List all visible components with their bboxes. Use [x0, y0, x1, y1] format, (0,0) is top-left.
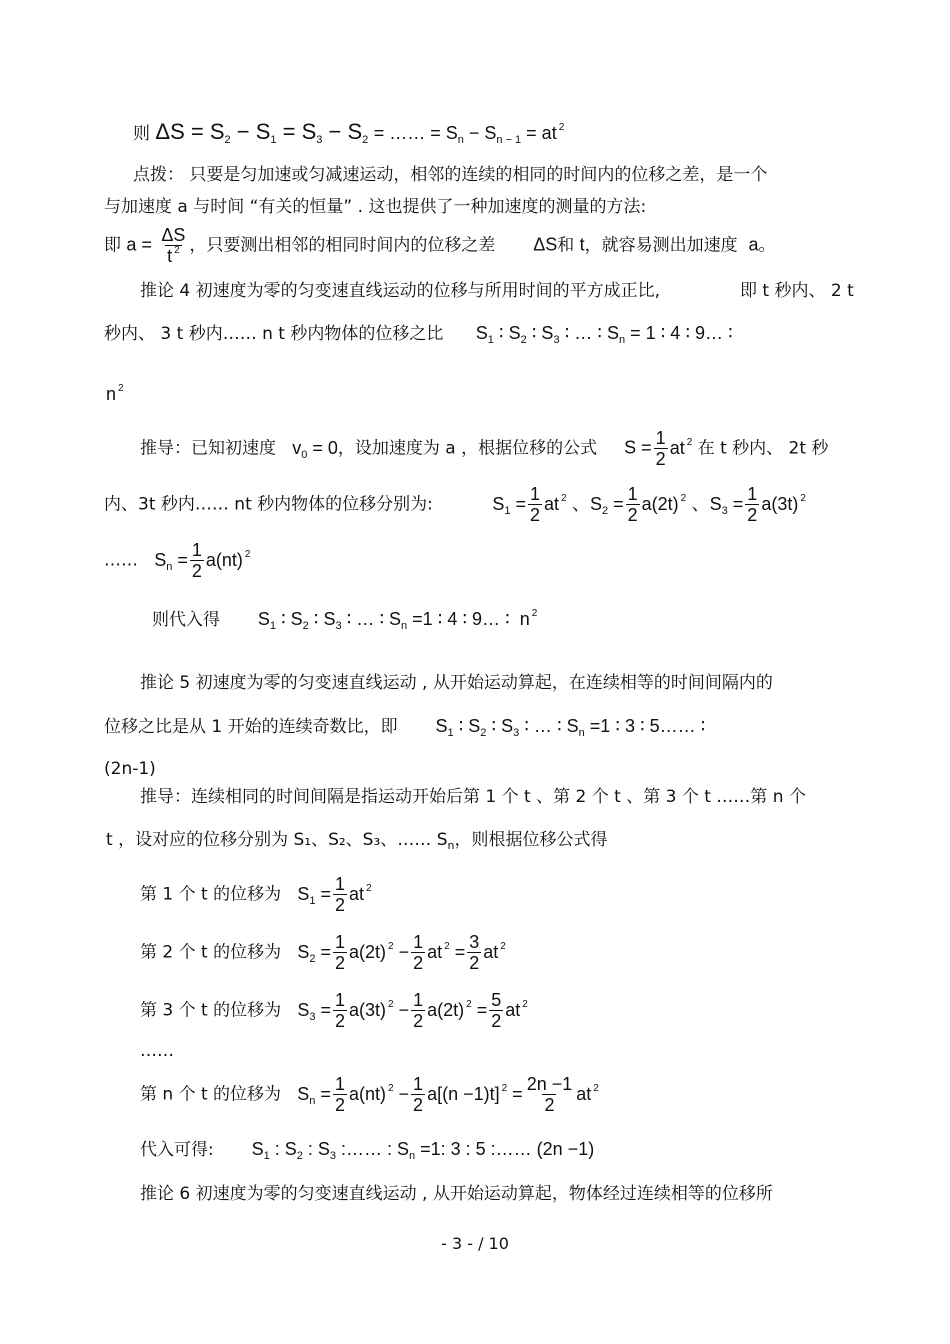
step-3: 第 3 个 t 的位移为 $S_3$ = $\frac{1}{2}$ a(3t) $^2$ − $\frac{1}{2}$ a(2t) $^2$ = $\frac{5}{2}$ at $^2$ — [140, 990, 528, 1031]
text-ze: 则 — [133, 124, 150, 144]
formula-delta-s: 则 $\Delta S = S_2 - S_1 = S_3 - S_2$ = …… = $S_n - S_{n - 1}$ = at $^2$ — [133, 119, 565, 146]
corollary-5-title: 推论 5 初速度为零的匀变速直线运动 , 从开始运动算起，在连续相等的时间间隔内的 — [140, 673, 773, 693]
derivation-4-result: 则代入得 $S_1$ ∶ $S_2$ ∶ $S_3$ ∶ … ∶ $S_n =1$ ∶ 4 ∶ 9… ∶ n $^2$ — [152, 608, 538, 632]
corollary-6-title: 推论 6 初速度为零的匀变速直线运动 , 从开始运动算起，物体经过连续相等的位移所 — [140, 1184, 773, 1204]
page-number: - 3 - / 10 — [441, 1234, 509, 1253]
corollary-4-right: 即 t 秒内、 2 t — [740, 281, 854, 301]
derivation-4-sn: …… $S_n$ = $\frac{1}{2}$ a(nt) $^2$ — [104, 540, 251, 581]
step-n: 第 n 个 t 的位移为 $S_n$ = $\frac{1}{2}$ a(nt) $^2$ − $\frac{1}{2}$ a[(n −1)t] $^2$ = $\frac{2n -1}{2}$ at $^2$ — [140, 1074, 599, 1115]
derivation-5-line1: 推导：连续相同的时间间隔是指运动开始后第 1 个 t 、第 2 个 t 、第 3 个 t ……第 n 个 — [140, 787, 806, 807]
fraction-ds-t2: $\frac{\Delta S}{t ^2}$ — [161, 225, 186, 266]
corollary-5-ratio: 位移之比是从 1 开始的连续奇数比，即 $S_1$ ∶ $S_2$ ∶ $S_3$ ∶ … ∶ $S_n =1$ ∶ 3 ∶ 5…… ∶ — [104, 716, 706, 739]
step-2: 第 2 个 t 的位移为 $S_2$ = $\frac{1}{2}$ a(2t) $^2$ − $\frac{1}{2}$ at $^2$ = $\frac{3}{2}$ at $^2$ — [140, 932, 506, 973]
derivation-5-line2: t ，设对应的位移分别为 S₁、S₂、S₃、…… $S_n$，则根据位移公式得 — [106, 830, 608, 852]
step-1: 第 1 个 t 的位移为 $S_1$ = $\frac{1}{2}$ at $^2$ — [140, 874, 372, 915]
corollary-4-title: 推论 4 初速度为零的匀变速直线运动的位移与所用时间的平方成正比, — [140, 281, 661, 301]
step-ellipsis: …… — [140, 1041, 174, 1061]
corollary-4-ratio: 秒内、 3 t 秒内…… n t 秒内物体的位移之比 $S_1$ ∶ $S_2$ ∶ $S_3$ ∶ … ∶ $S_n = 1$ ∶ 4 ∶ 9… ∶ — [104, 323, 733, 346]
formula-a-measure: 即 a = $\frac{\Delta S}{t ^2}$ ，只要测出相邻的相同时间内的位移之差 ΔS和 t，就容易测出加速度 a。 — [104, 225, 776, 266]
corollary-5-2n-1: (2n-1) — [104, 759, 156, 779]
paragraph-hengliang: 与加速度 a 与时间 “有关的恒量” . 这也提供了一种加速度的测量的方法: — [104, 197, 647, 217]
paragraph-dianbo: 点拨： 只要是匀加速或匀减速运动，相邻的连续的相同的时间内的位移之差，是一个 — [133, 165, 768, 185]
derivation-4-line2: 内、3t 秒内…… nt 秒内物体的位移分别为: $S_1$ = $\frac{1}{2}$ at $^2$ 、$S_2$ = $\frac{1}{2}$ a(2t) $^2$ 、$S_3$ = $\frac{1}{2}$ a(3t) $^2$ — [104, 484, 806, 525]
derivation-4-line1: 推导：已知初速度 $v_0 = 0$，设加速度为 a ，根据位移的公式 S = $\frac{1}{2}$ at $^2$ 在 t 秒内、 2t 秒 — [140, 428, 829, 469]
result-odd-ratio: 代入可得: $S_1$ : $S_2$ : $S_3$ :…… : $S_n =1$: 3 : 5 :…… (2n −1) — [140, 1139, 595, 1162]
corollary-4-n2: n $^2$ — [106, 383, 124, 404]
